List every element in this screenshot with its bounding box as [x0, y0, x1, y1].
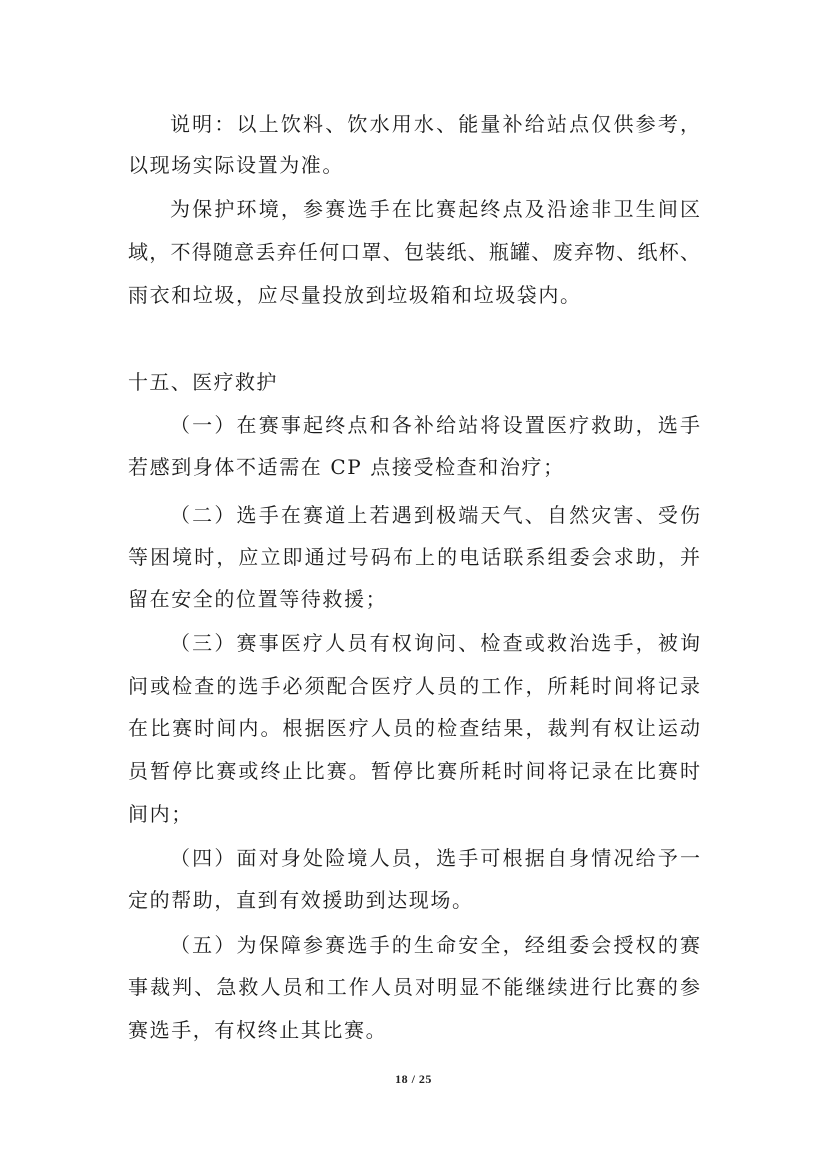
note-line-1: 说明：以上饮料、饮水用水、能量补给站点仅供参考， — [170, 112, 700, 136]
item-4-line-2: 定的帮助，直到有效援助到达现场。 — [128, 888, 474, 912]
item-3-line-4: 员暂停比赛或终止比赛。暂停比赛所耗时间将记录在比赛时 — [128, 759, 700, 783]
item-5-line-1: （五）为保障参赛选手的生命安全，经组委会授权的赛 — [170, 933, 700, 957]
item-3-line-3: 在比赛时间内。根据医疗人员的检查结果，裁判有权让运动 — [128, 716, 700, 740]
item-1-line-1: （一）在赛事起终点和各补给站将设置医疗救助，选手 — [170, 413, 700, 437]
item-4-line-1: （四）面对身处险境人员，选手可根据自身情况给予一 — [170, 846, 700, 870]
page-number: 18 / 25 — [395, 1072, 432, 1086]
item-2-line-3: 留在安全的位置等待救援； — [128, 587, 388, 611]
item-2-line-2: 等困境时，应立即通过号码布上的电话联系组委会求助，并 — [128, 545, 700, 569]
environment-line-1: 为保护环境，参赛选手在比赛起终点及沿途非卫生间区 — [170, 197, 700, 221]
item-1-line-2: 若感到身体不适需在 CP 点接受检查和治疗； — [128, 455, 565, 479]
item-3-line-2: 问或检查的选手必须配合医疗人员的工作，所耗时间将记录 — [128, 674, 700, 698]
item-5-line-3: 赛选手，有权终止其比赛。 — [128, 1018, 388, 1042]
environment-line-2: 域，不得随意丢弃任何口罩、包装纸、瓶罐、废弃物、纸杯、 — [128, 240, 700, 264]
item-2-line-1: （二）选手在赛道上若遇到极端天气、自然灾害、受伤 — [170, 503, 700, 527]
item-5-line-2: 事裁判、急救人员和工作人员对明显不能继续进行比赛的参 — [128, 975, 700, 999]
section-heading: 十五、医疗救护 — [128, 370, 278, 394]
item-3-line-1: （三）赛事医疗人员有权询问、检查或救治选手，被询 — [170, 631, 700, 655]
item-3-line-5: 间内； — [128, 802, 193, 826]
note-line-2: 以现场实际设置为准。 — [128, 153, 344, 177]
environment-line-3: 雨衣和垃圾，应尽量投放到垃圾箱和垃圾袋内。 — [128, 283, 582, 307]
